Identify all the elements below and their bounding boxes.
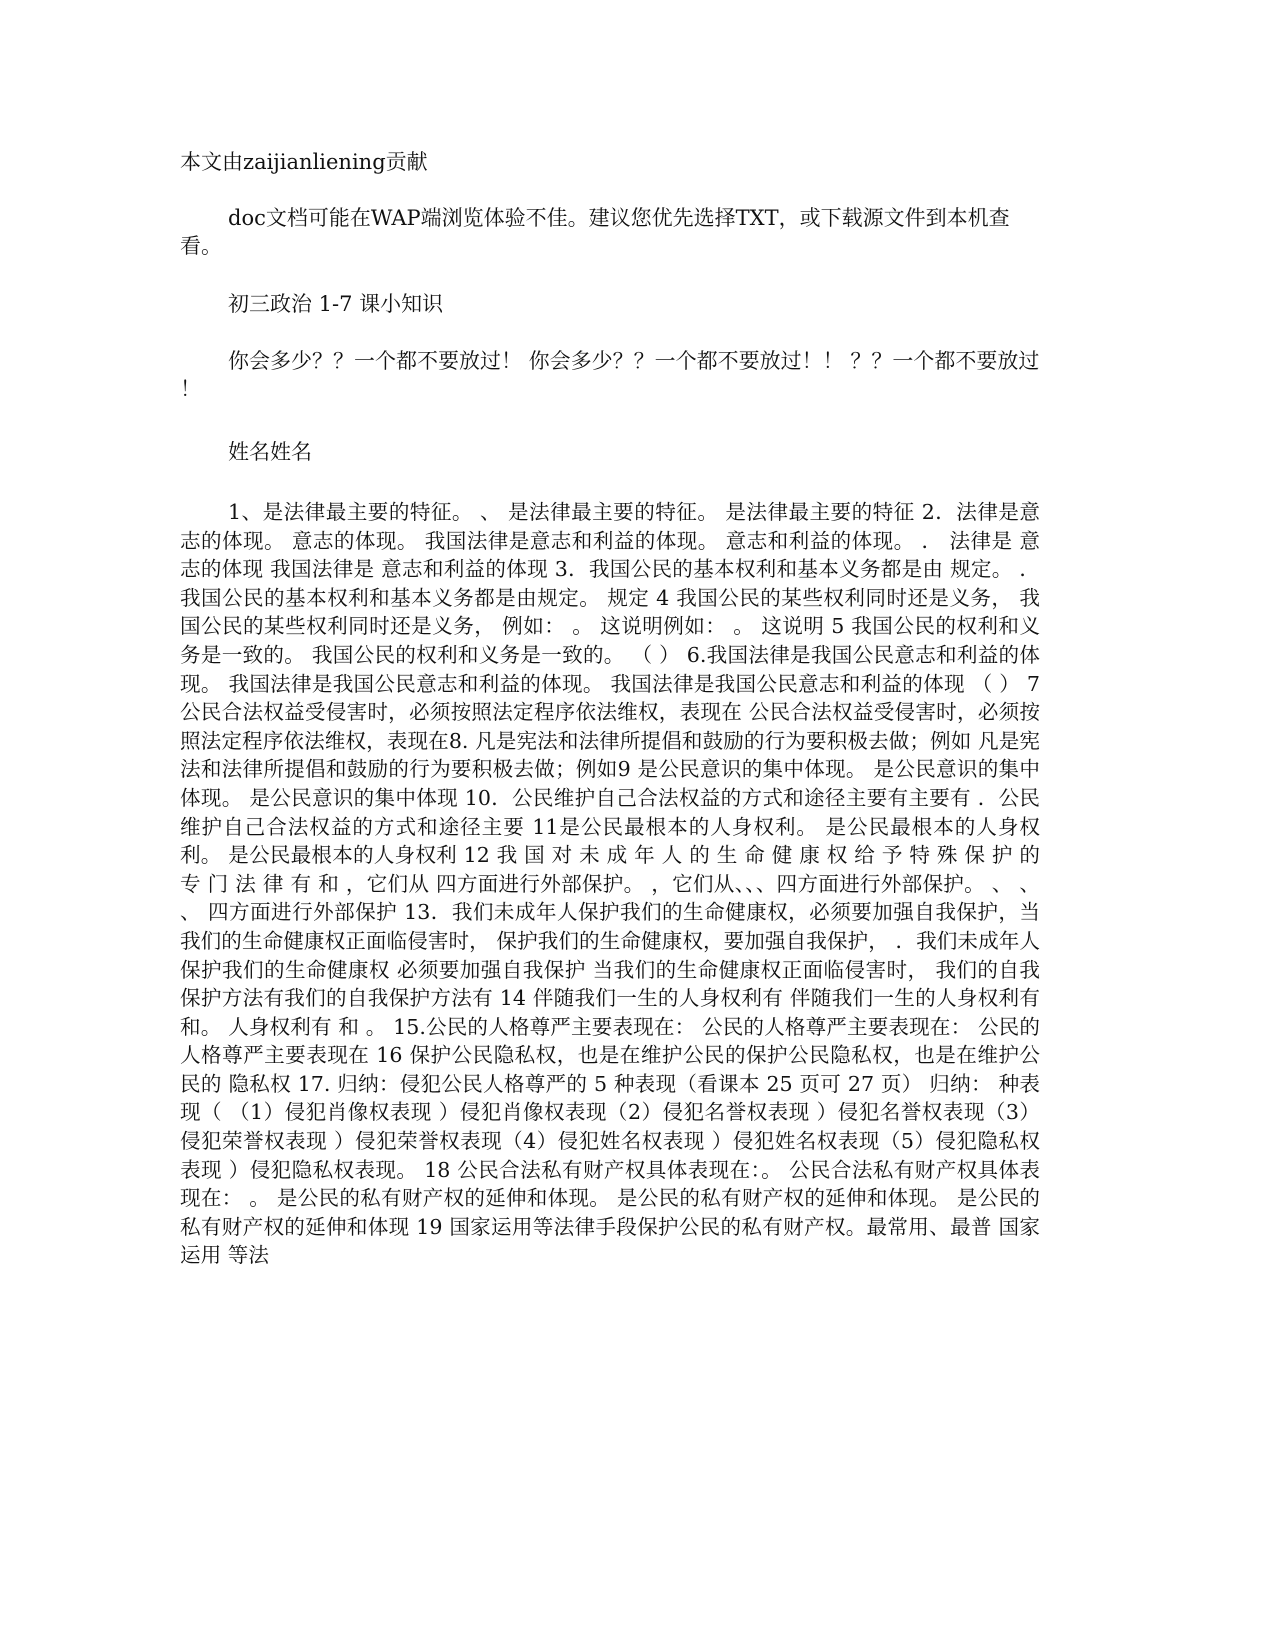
name-field-label: 姓名姓名 (228, 440, 312, 464)
contributor-line: 本文由zaijianliening贡献 (180, 150, 428, 174)
knowledge-points-body: 1、是法律最主要的特征。 、 是法律最主要的特征。 是法律最主要的特征 2．法律是意志的体现。 意志的体现。 我国法律是意志和利益的体现。 意志和利益的体现。 ． 法律是 意志的体现 我国法律是 意志和利益的体现 3．我国公民的基本权利和基本义务都是由 规定。 ．我国公民的基本权利和基本义务都是由规定。 规定 4 我国公民的某些权利同时还是义务， 我国公民的某些权利同时还是义务， 例如： 。 这说明例如： 。 这说明 5 我国公民的权利和义务是一致的。 我国公民的权利和义务是一致的。 （ ） 6.我国法律是我国公民意志和利益的体现。 我国法律是我国公民意志和利益的体现。 我国法律是我国公民意志和利益的体现 （ ） 7 公民合法权益受侵害时，必须按照法定程序依法维权，表现在 公民合法权益受侵害时，必须按照法定程序依法维权，表现在8. 凡是宪法和法律所提倡和鼓励的行为要积极去做；例如 凡是宪法和法律所提倡和鼓励的行为要积极去做；例如9 是公民意识的集中体现。 是公民意识的集中体现。 是公民意识的集中体现 10．公民维护自己合法权益的方式和途径主要有主要有 ．公民维护自己合法权益的方式和途径主要 11是公民最根本的人身权利。 是公民最根本的人身权利。 是公民最根本的人身权利 12 我 国 对 未 成 年 人 的 生 命 健 康 权 给 予 特 殊 保 护 的 专 门 法 律 有 和 ，它们从 四方面进行外部保护。 ，它们从、、、四方面进行外部保护。 、 、 、 四方面进行外部保护 13．我们未成年人保护我们的生命健康权，必须要加强自我保护，当我们的生命健康权正面临侵害时， 保护我们的生命健康权，要加强自我保护， ．我们未成年人保护我们的生命健康权 必须要加强自我保护 当我们的生命健康权正面临侵害时， 我们的自我保护方法有我们的自我保护方法有 14 伴随我们一生的人身权利有 伴随我们一生的人身权利有和。 人身权利有 和 。 15.公民的人格尊严主要表现在： 公民的人格尊严主要表现在： 公民的人格尊严主要表现在 16 保护公民隐私权，也是在维护公民的保护公民隐私权，也是在维护公民的 隐私权 17. 归纳：侵犯公民人格尊严的 5 种表现（看课本 25 页可 27 页） 归纳： 种表现（ （1）侵犯肖像权表现 ）侵犯肖像权表现（2）侵犯名誉权表现 ）侵犯名誉权表现（3）侵犯荣誉权表现 ）侵犯荣誉权表现（4）侵犯姓名权表现 ）侵犯姓名权表现（5）侵犯隐私权表现 ）侵犯隐私权表现。 18 公民合法私有财产权具体表现在：。 公民合法私有财产权具体表现在： 。 是公民的私有财产权的延伸和体现。 是公民的私有财产权的延伸和体现。 是公民的私有财产权的延伸和体现 19 国家运用等法律手段保护公民的私有财产权。最常用、最普 国家运用 等法 (180, 500, 1040, 1268)
document-title: 初三政治 1-7 课小知识 (228, 292, 444, 316)
format-notice: doc文档可能在WAP端浏览体验不佳。建议您优先选择TXT，或下载源文件到本机查看。 (180, 206, 1010, 258)
quiz-prompt: 你会多少？？一个都不要放过！ 你会多少？？一个都不要放过！！ ？？一个都不要放过 ！ (180, 349, 1040, 401)
document-page (180, 0, 1040, 1650)
